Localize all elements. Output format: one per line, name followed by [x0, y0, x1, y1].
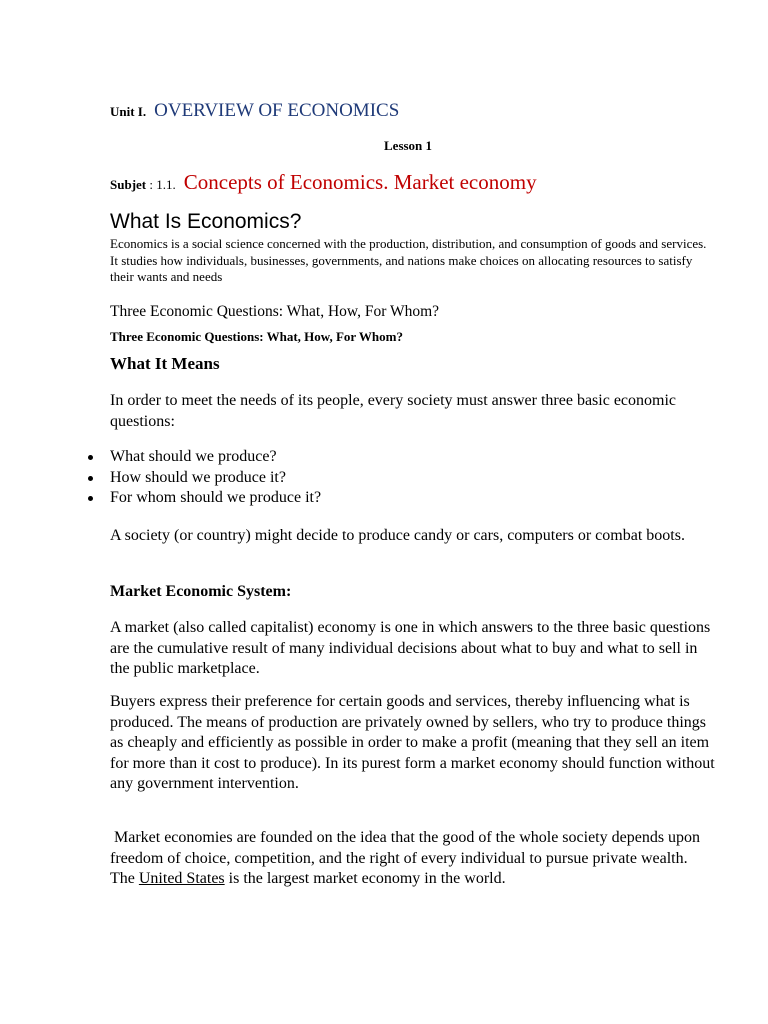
- unit-title: OVERVIEW OF ECONOMICS: [154, 100, 400, 121]
- questions-list: [0, 447, 768, 509]
- unit-label: Unit I.: [110, 104, 147, 119]
- market-system-heading: Market Economic System:: [110, 583, 292, 600]
- society-paragraph: A society (or country) might decide to produce candy or cars, computers or combat boots.: [110, 527, 685, 544]
- list-item-text: How should we produce it?: [110, 468, 286, 486]
- list-item-text: What should we produce?: [110, 448, 277, 465]
- basic-questions-paragraph: In order to meet the needs of its people, every society must answer three basic economic questions:: [110, 392, 677, 430]
- list-item: [0, 488, 768, 509]
- market-foundation-paragraph: [110, 828, 715, 890]
- list-item: [0, 447, 768, 468]
- united-states-link[interactable]: United States: [138, 870, 225, 887]
- what-it-means-heading: What It Means: [110, 354, 220, 373]
- questions-heading: Three Economic Questions: What, How, For Whom?: [110, 303, 440, 320]
- buyers-paragraph: Buyers express their preference for certain goods and services, thereby influencing what is produced. The means of production are privately owned by sellers, who try to produce things as cheaply and efficiently as possible in order to make a profit (meaning that they sell an item for more than it cost to produce). In its purest form a market economy should function without any government intervention.: [110, 693, 715, 792]
- list-item-text: For whom should we produce it?: [110, 489, 322, 506]
- subject-number: : 1.1.: [146, 177, 176, 192]
- subject-title: Concepts of Economics. Market economy: [183, 170, 537, 194]
- paragraph-text: Market economies are founded on the idea that the good of the whole society depends upon freedom of choice, competition, and the right of every individual to pursue private wealth. The: [110, 829, 705, 887]
- lesson-label: Lesson 1: [384, 138, 433, 153]
- subject-label: Subjet: [110, 177, 147, 192]
- bullet-icon: [88, 476, 93, 481]
- market-definition-paragraph: A market (also called capitalist) economy is one in which answers to the three basic questions are the cumulative result of many individual decisions about what to buy and what to sell in the public marketplace.: [110, 619, 711, 677]
- bullet-icon: [88, 455, 93, 460]
- subject-line: [110, 170, 537, 195]
- what-is-economics-heading: What Is Economics?: [110, 210, 302, 233]
- list-item: [0, 468, 768, 489]
- unit-line: [110, 100, 399, 122]
- economics-definition-paragraph: Economics is a social science concerned with the production, distribution, and consumption of goods and services. It studies how individuals, businesses, governments, and nations make choices on allocating resources to satisfy their wants and needs: [110, 236, 707, 284]
- questions-subheading: Three Economic Questions: What, How, For Whom?: [110, 329, 403, 344]
- bullet-icon: [88, 496, 93, 501]
- paragraph-text: is the largest market economy in the world.: [224, 870, 506, 887]
